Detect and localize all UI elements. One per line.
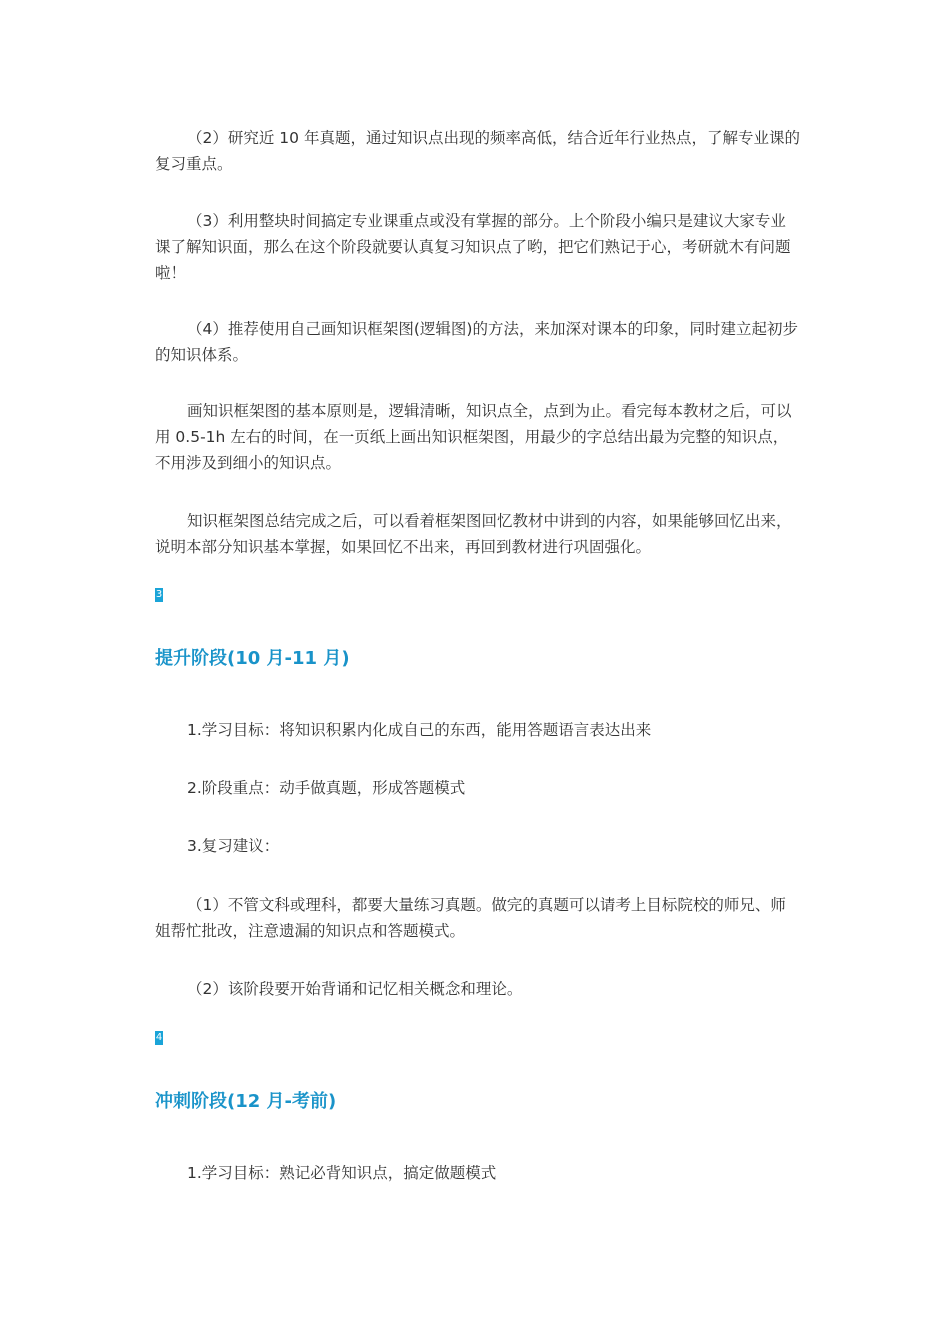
section-heading-sprint-stage: 冲刺阶段(12 月-考前) [155,1091,337,1112]
paragraph-framework-principles: 画知识框架图的基本原则是，逻辑清晰，知识点全，点到为止。看完每本教材之后，可以用 0.5-1h 左右的时间，在一页纸上画出知识框架图，用最少的字总结出最为完整的知识点，不用涉及到细小的知识点。 [155,402,792,472]
list-item-sprint-learning-goal: 1.学习目标：熟记必背知识点，搞定做题模式 [187,1164,497,1182]
paragraph-tackle-key-points: （3）利用整块时间搞定专业课重点或没有掌握的部分。上个阶段小编只是建议大家专业课了解知识面，那么在这个阶段就要认真复习知识点了哟，把它们熟记于心，考研就木有问题啦！ [155,212,791,282]
section-heading-improvement-stage: 提升阶段(10 月-11 月) [155,648,350,669]
paragraph-knowledge-framework: （4）推荐使用自己画知识框架图(逻辑图)的方法，来加深对课本的印象，同时建立起初步的知识体系。 [155,320,798,364]
list-item-learning-goal: 1.学习目标：将知识积累内化成自己的东西，能用答题语言表达出来 [187,721,652,739]
paragraph-review-past-exams: （2）研究近 10 年真题，通过知识点出现的频率高低，结合近年行业热点，了解专业课的复习重点。 [155,129,800,173]
paragraph-framework-recall: 知识框架图总结完成之后，可以看着框架图回忆教材中讲到的内容，如果能够回忆出来，说明本部分知识基本掌握，如果回忆不出来，再回到教材进行巩固强化。 [155,512,792,556]
list-item-stage-focus: 2.阶段重点：动手做真题，形成答题模式 [187,779,466,797]
section-number-badge-4: 4 [155,1032,163,1043]
list-item-memorize-concepts: （2）该阶段要开始背诵和记忆相关概念和理论。 [187,980,523,998]
section-number-badge-3: 3 [155,589,163,600]
list-item-practice-exams: （1）不管文科或理科，都要大量练习真题。做完的真题可以请考上目标院校的师兄、师姐帮忙批改，注意遗漏的知识点和答题模式。 [155,896,786,940]
list-item-review-advice: 3.复习建议： [187,837,280,855]
